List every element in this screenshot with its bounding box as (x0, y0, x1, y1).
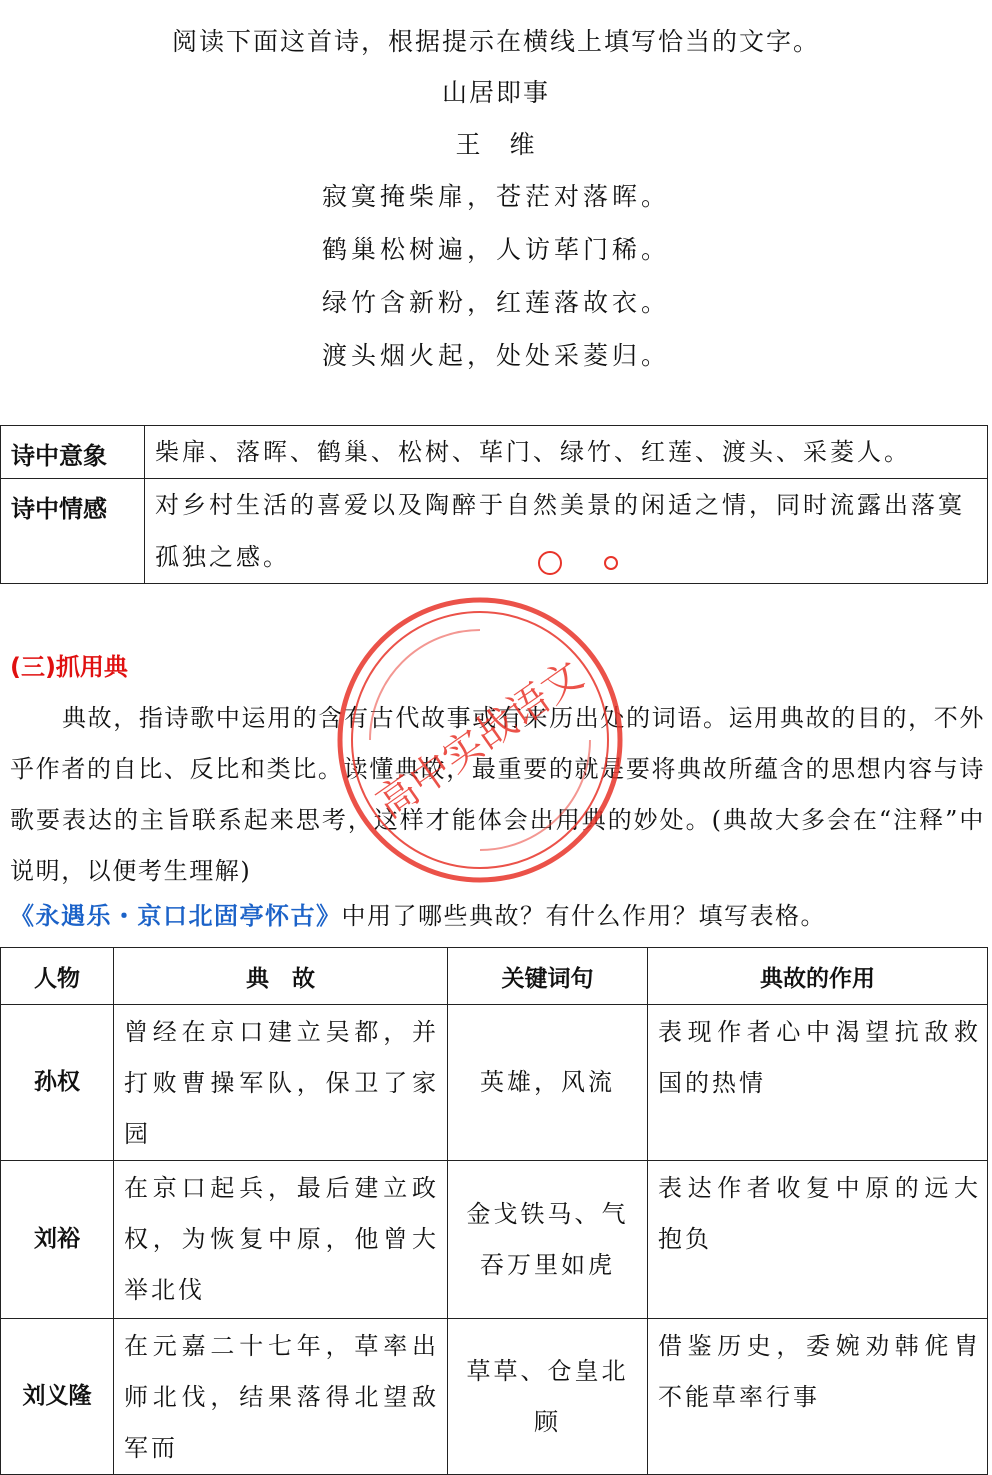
table-row (1, 1319, 988, 1475)
story-cell: 在元嘉二十七年，草率出师北伐，结果落得北望敌军而 (114, 1319, 448, 1475)
small-circles-mark (530, 545, 630, 585)
row-label: 诗中情感 (1, 479, 145, 584)
stamp-text: 高中实战语文 (368, 652, 592, 828)
poem-line: 鹤巢松树遍，人访荜门稀。 (321, 235, 670, 264)
question-text: 中用了哪些典故？有什么作用？填写表格。 (341, 902, 826, 930)
column-header: 典故的作用 (648, 948, 988, 1005)
column-header: 关键词句 (448, 948, 648, 1005)
row-value: 对乡村生活的喜爱以及陶醉于自然美景的闲适之情，同时流露出落寞孤独之感。 (145, 479, 988, 584)
person-cell: 孙权 (1, 1005, 114, 1161)
row-label: 诗中意象 (1, 426, 145, 479)
table-row (1, 426, 988, 479)
person-cell: 刘裕 (1, 1161, 114, 1319)
analysis-table (0, 425, 988, 584)
allusion-table (0, 947, 988, 1475)
effect-cell: 借鉴历史，委婉劝韩侂胄不能草率行事 (648, 1319, 988, 1475)
table-row (1, 1005, 988, 1161)
poem-line: 绿竹含新粉，红莲落故衣。 (321, 288, 670, 317)
instruction: 阅读下面这首诗，根据提示在横线上填写恰当的文字。 (171, 27, 820, 56)
column-header: 典 故 (114, 948, 448, 1005)
story-cell: 在京口起兵，最后建立政权，为恢复中原，他曾大举北伐 (114, 1161, 448, 1319)
row-value: 柴扉、落晖、鹤巢、松树、荜门、绿竹、红莲、渡头、采菱人。 (145, 426, 988, 479)
table-row (1, 1161, 988, 1319)
section-title: (三)抓用典 (10, 653, 128, 681)
keywords-cell: 金戈铁马、气吞万里如虎 (448, 1161, 648, 1319)
poem-author: 王 维 (455, 130, 537, 159)
table-row (1, 479, 988, 584)
question-title: 《永遇乐・京口北固亭怀古》 (10, 902, 342, 930)
poem-line: 寂寞掩柴扉，苍茫对落晖。 (321, 182, 670, 211)
section-paragraph: 典故，指诗歌中运用的含有古代故事或有来历出处的词语。运用典故的目的，不外乎作者的自比、反比和类比。读懂典故，最重要的就是要将典故所蕴含的思想内容与诗歌要表达的主旨联系起来思考，这样才能体会出用典的妙处。(典故大多会在“注释”中说明，以便考生理解) (10, 704, 985, 885)
person-cell: 刘义隆 (1, 1319, 114, 1475)
effect-cell: 表现作者心中渴望抗敌救国的热情 (648, 1005, 988, 1161)
question (10, 896, 826, 931)
story-cell: 曾经在京口建立吴都，并打败曹操军队，保卫了家园 (114, 1005, 448, 1161)
poem-line: 渡头烟火起，处处采菱归。 (321, 341, 670, 370)
poem-title: 山居即事 (441, 78, 550, 107)
table-header-row (1, 948, 988, 1005)
column-header: 人物 (1, 948, 114, 1005)
effect-cell: 表达作者收复中原的远大抱负 (648, 1161, 988, 1319)
keywords-cell: 草草、仓皇北顾 (448, 1319, 648, 1475)
keywords-cell: 英雄，风流 (448, 1005, 648, 1161)
